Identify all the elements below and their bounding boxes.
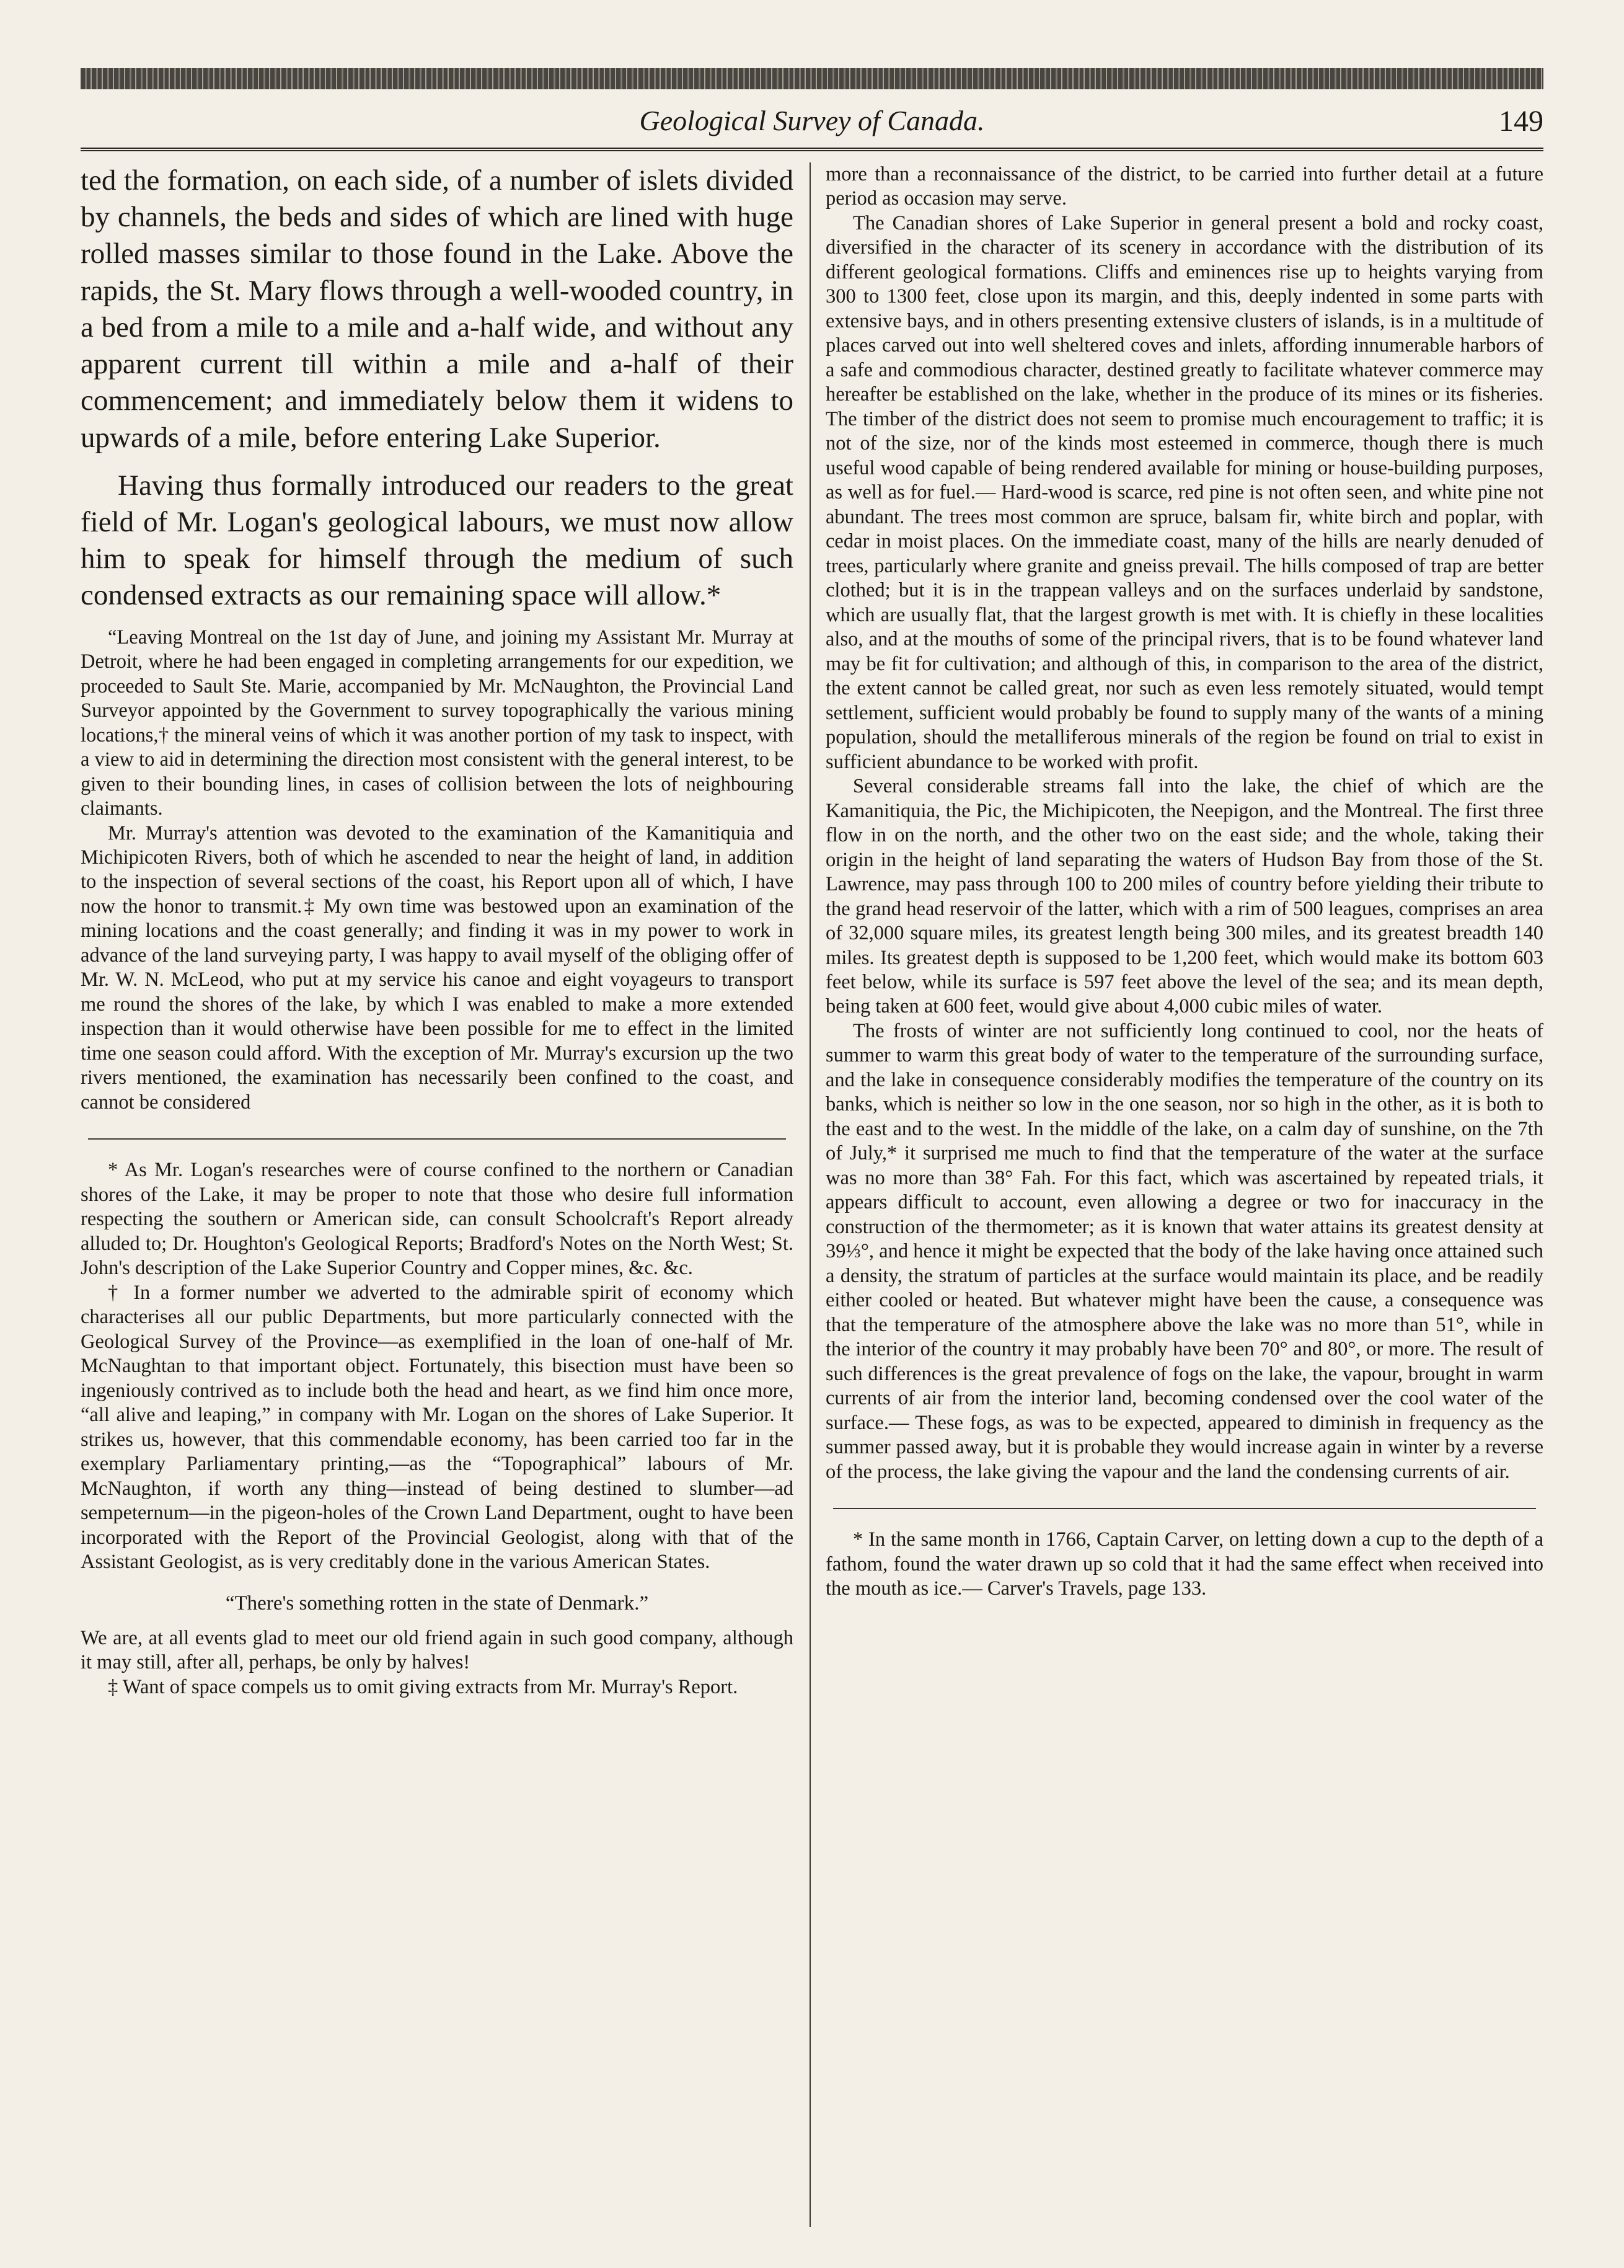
footnote: We are, at all events glad to meet our old friend again in such good company, although it may still, after all, perhaps, be only by halves! <box>81 1626 793 1674</box>
report-quote-paragraph: Mr. Murray's attention was devoted to the examination of the Kamanitiquia and Michipicoten Rivers, both of which he ascended to near the height of land, in addition to the inspection of several sections of the coast, his Report upon all of which, I have now the honor to transmit.‡ My own time was bestowed upon an examination of the mining locations and the coast generally; and finding it was in my power to work in advance of the land surveying party, I was happy to avail myself of the obliging offer of Mr. W. N. McLeod, who put at my service his canoe and eight voyageurs to transport me round the shores of the lake, by which I was enabled to make a more extended inspection than it would otherwise have been possible for me to effect in the limited time one season could afford. With the exception of Mr. Murray's excursion up the two rivers mentioned, the examination has necessarily been confined to the coast, and cannot be considered <box>81 822 793 1114</box>
body-paragraph: The Canadian shores of Lake Superior in general present a bold and rocky coast, diversified in the character of its scenery in accordance with the distribution of its different geological formations. Cliffs and eminences rise up to heights varying from 300 to 1300 feet, close upon its margin, and this, deeply indented in some parts with extensive bays, and in others presenting extensive clusters of islands, is in a multitude of places carved out into well sheltered coves and inlets, affording innumerable harbors of a safe and commodious character, destined greatly to facilitate whatever commerce may hereafter be established on the lake, whether in the produce of its mines or its fisheries. The timber of the district does not seem to promise much encouragement to traffic; it is not of the size, nor of the kinds most esteemed in commerce, though there is much useful wood capable of being rendered available for mining or house-building purposes, as well as for fuel.— Hard-wood is scarce, red pine is not often seen, and white pine not abundant. The trees most common are spruce, balsam fir, white birch and poplar, with cedar in moist places. On the immediate coast, many of the hills are nearly denuded of trees, particularly where granite and gneiss prevail. The hills composed of trap are better clothed; but it is in the trappean valleys and on the surfaces underlaid by sandstone, which are usually flat, that the largest growth is met with. It is chiefly in these localities also, and at the mouths of some of the principal rivers, that is to be found whatever land may be fit for cultivation; and although of this, in comparison to the area of the district, the extent cannot be called great, nor such as even less remotely situated, would tempt settlement, sufficient would probably be found to supply many of the wants of a mining population, should the metalliferous minerals of the region be found on trial to exist in sufficient abundance to be worked with profit. <box>826 211 1543 773</box>
footnote-quote: “There's something rotten in the state of Denmark.” <box>225 1592 649 1615</box>
footnote-separator <box>88 1138 786 1140</box>
left-column <box>81 162 793 1699</box>
body-paragraph: Several considerable streams fall into the lake, the chief of which are the Kamanitiquia, the Pic, the Michipicoten, the Neepigon, and the Montreal. The first three flow in on the north, and the other two on the east side; and the whole, taking their origin in the height of land separating the waters of Hudson Bay from those of the St. Lawrence, may pass through 100 to 200 miles of country before yielding their tribute to the grand head reservoir of the latter, which with a rim of 500 leagues, comprises an area of 32,000 square miles, its greatest length being 300 miles, and its greatest breadth 140 miles. Its greatest depth is supposed to be 1,200 feet, which would make its bottom 603 feet below, while its surface is 597 feet above the level of the sea; and its mean depth, being taken at 600 feet, would give about 4,000 cubic miles of water. <box>826 775 1543 1018</box>
page-number: 149 <box>1499 105 1543 138</box>
header-rule <box>81 148 1543 151</box>
body-paragraph: The frosts of winter are not sufficiently long continued to cool, nor the heats of summer to warm this great body of water to the temperature of the surrounding surface, and the lake in consequence considerably modifies the temperature of the country on its banks, which is neither so low in the one season, nor so high in the other, as it is both to the east and to the west. In the middle of the lake, on a calm day of sunshine, on the 7th of July,* it surprised me much to find that the temperature of the water at the surface was no more than 38° Fah. For this fact, which was ascertained by repeated trials, it appears difficult to account, even allowing a degree or two for inaccuracy in the construction of the thermometer; as it is known that water attains its greatest density at 39⅓°, and hence it might be expected that the body of the lake having once attained such a density, the stratum of particles at the surface would maintain its place, and be readily either cooled or heated. But whatever might have been the cause, a consequence was that the temperature of the atmosphere above the lake was no more than 51°, while in the interior of the country it may probably have been 70° and 80°, or more. The result of such differences is the great prevalence of fogs on the lake, the vapour, brought in warm currents of air from the interior land, becoming condensed over the cool water of the surface.— These fogs, as was to be expected, appeared to diminish in frequency as the summer passed away, but it is probable they would increase again in winter by a reverse of the process, the lake giving the vapour and the land the condensing currents of air. <box>826 1019 1543 1483</box>
footnote: ‡ Want of space compels us to omit giving extracts from Mr. Murray's Report. <box>108 1675 738 1698</box>
intro-paragraph: ted the formation, on each side, of a number of islets divided by channels, the beds and sides of which are lined with huge rolled masses similar to those found in the Lake. Above the rapids, the St. Mary flows through a well-wooded country, in a bed from a mile to a mile and a-half wide, and without any apparent current till within a mile and a-half of their commencement; and immediately below them it widens to upwards of a mile, before entering Lake Superior. <box>81 164 793 454</box>
running-title: Geological Survey of Canada. <box>639 105 985 136</box>
column-divider <box>810 162 811 2227</box>
footnote: * In the same month in 1766, Captain Carver, on letting down a cup to the depth of a fathom, found the water drawn up so cold that it had the same effect when received into the mouth as ice.— Carver's Travels, page 133. <box>826 1528 1543 1600</box>
introduction-paragraph: Having thus formally introduced our readers to the great field of Mr. Logan's geological labours, we must now allow him to speak for himself through the medium of such condensed extracts as our remaining space will allow.* <box>81 469 793 612</box>
right-column <box>826 162 1543 1601</box>
report-quote-paragraph: “Leaving Montreal on the 1st day of June, and joining my Assistant Mr. Murray at Detroit, where he had been engaged in completing arrangements for our expedition, we proceeded to Sault Ste. Marie, accompanied by Mr. McNaughton, the Provincial Land Surveyor appointed by the Government to survey topographically the various mining locations,† the mineral veins of which it was another portion of my task to inspect, with a view to aid in determining the direction most consistent with the general interest, to be given to their bounding lines, in cases of collision between the lots of neighbouring claimants. <box>81 626 793 820</box>
body-paragraph: more than a reconnaissance of the district, to be carried into further detail at a future period as occasion may serve. <box>826 163 1543 210</box>
page-header <box>81 104 1543 144</box>
footnote: † In a former number we adverted to the admirable spirit of economy which characterises all our public Departments, but more particularly connected with the Geological Survey of the Province—as exemplified in the loan of one-half of Mr. McNaughtan to that important object. Fortunately, this bisection must have been so ingeniously contrived as to include both the head and heart, as we find him once more, “all alive and leaping,” in company with Mr. Logan on the shores of Lake Superior. It strikes us, however, that this commendable economy, has been carried too far in the exemplary Parliamentary printing,—as the “Topographical” labours of Mr. McNaughton, if worth any thing—instead of being destined to slumber—ad sempeternum—in the pigeon-holes of the Crown Land Department, ought to have been incorporated with the Report of the Provincial Geologist, along with that of the Assistant Geologist, as is very creditably done in the various American States. <box>81 1281 793 1574</box>
header-ornament <box>81 68 1543 89</box>
footnote-separator <box>833 1508 1536 1509</box>
footnote: * As Mr. Logan's researches were of course confined to the northern or Canadian shores of the Lake, it may be proper to note that those who desire full information respecting the southern or American side, can consult Schoolcraft's Report already alluded to; Dr. Houghton's Geological Reports; Bradford's Notes on the North West; St. John's description of the Lake Superior Country and Copper mines, &c. &c. <box>81 1159 793 1280</box>
